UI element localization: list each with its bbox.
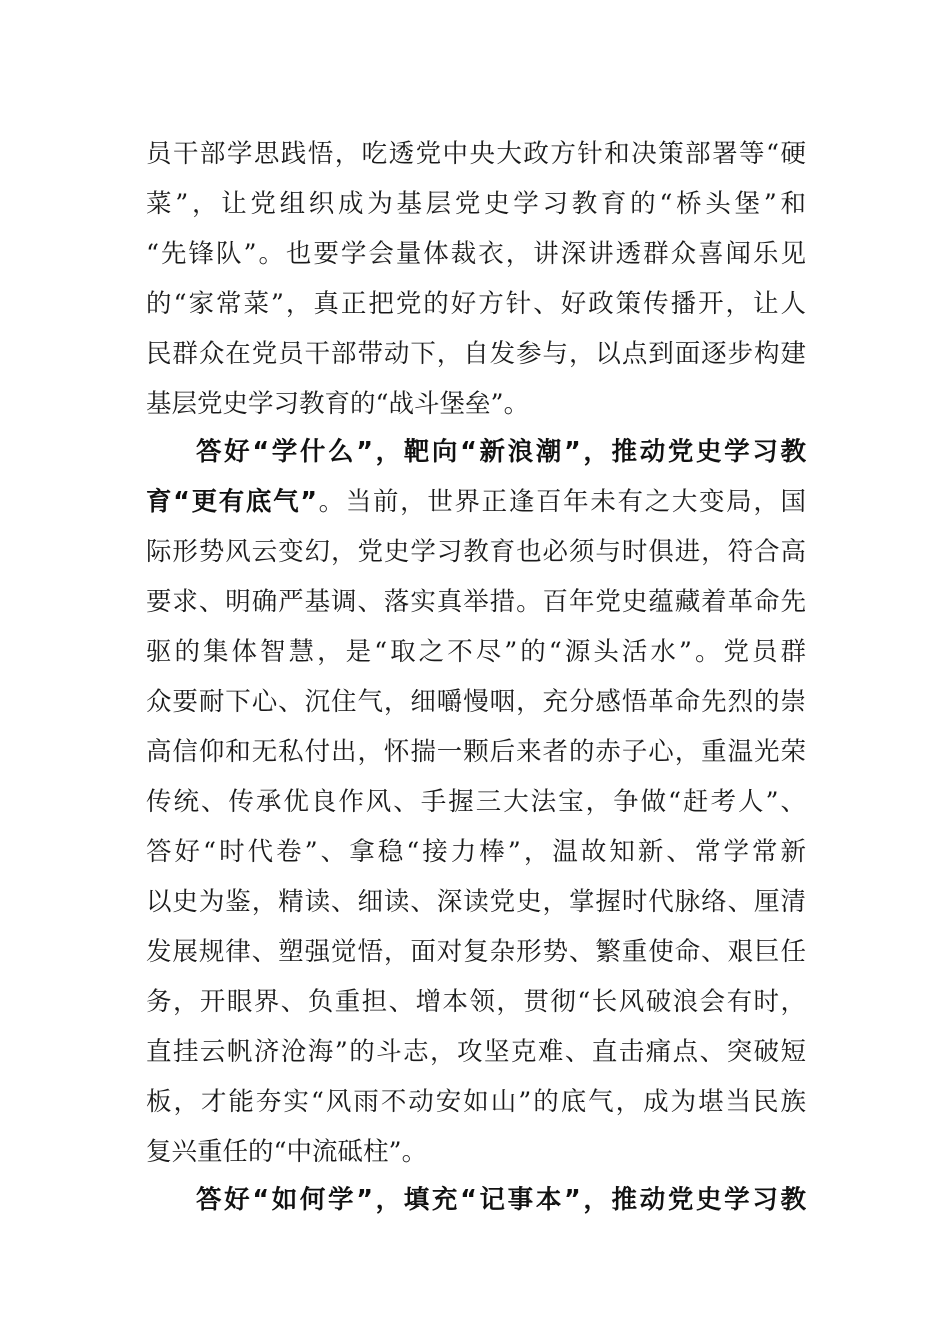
text-line: 菜”，让党组织成为基层党史学习教育的“桥头堡”和 — [146, 189, 806, 219]
text-line: 要求、明确严基调、落实真举措。百年党史蕴藏着革命先 — [146, 587, 806, 617]
text-line: 传统、传承优良作风、手握三大法宝，争做“赶考人”、 — [146, 787, 806, 817]
text-line: “先锋队”。也要学会量体裁衣，讲深讲透群众喜闻乐见 — [146, 239, 806, 269]
text-line: 驱的集体智慧，是“取之不尽”的“源头活水”。党员群 — [146, 637, 806, 667]
text-line: 以史为鉴，精读、细读、深读党史，掌握时代脉络、厘清 — [146, 887, 806, 917]
text-line: 发展规律、塑强觉悟，面对复杂形势、繁重使命、艰巨任 — [146, 937, 806, 967]
text-line: 答好“时代卷”、拿稳“接力棒”，温故知新、常学常新 — [146, 837, 806, 867]
text-line: 复兴重任的“中流砥柱”。 — [146, 1137, 428, 1167]
text-line: 板，才能夯实“风雨不动安如山”的底气，成为堪当民族 — [146, 1087, 806, 1117]
text-line: 员干部学思践悟，吃透党中央大政方针和决策部署等“硬 — [146, 139, 806, 169]
text-line: 民群众在党员干部带动下，自发参与，以点到面逐步构建 — [146, 339, 806, 369]
text-line: 务，开眼界、负重担、增本领，贯彻“长风破浪会有时， — [146, 987, 806, 1017]
text-line: 高信仰和无私付出，怀揣一颗后来者的赤子心，重温光荣 — [146, 737, 806, 767]
text-line: 际形势风云变幻，党史学习教育也必须与时俱进，符合高 — [146, 537, 806, 567]
section-heading-line: 答好“如何学”，填充“记事本”，推动党史学习教 — [196, 1185, 806, 1215]
text-line: 育“更有底气”。当前，世界正逢百年未有之大变局，国 — [146, 487, 806, 517]
text-line: 直挂云帆济沧海”的斗志，攻坚克难、直击痛点、突破短 — [146, 1037, 806, 1067]
section-heading-line: 答好“学什么”，靶向“新浪潮”，推动党史学习教 — [196, 437, 806, 467]
text-line: 的“家常菜”，真正把党的好方针、好政策传播开，让人 — [146, 289, 806, 319]
text-line: 基层党史学习教育的“战斗堡垒”。 — [146, 389, 530, 419]
text-line: 众要耐下心、沉住气，细嚼慢咽，充分感悟革命先烈的崇 — [146, 687, 806, 717]
